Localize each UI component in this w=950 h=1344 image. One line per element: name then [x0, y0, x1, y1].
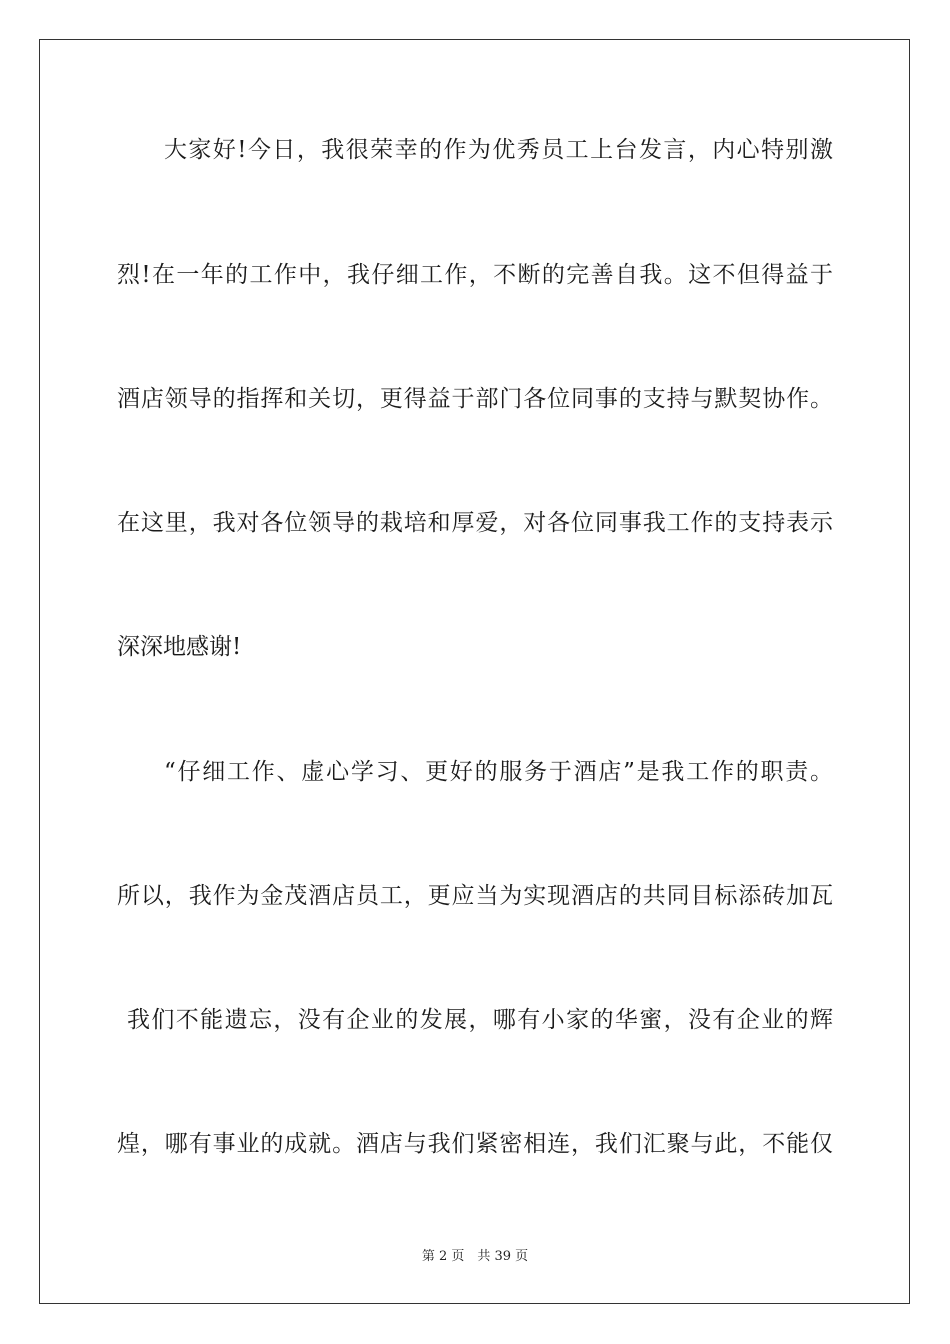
body-line-7: 所以，我作为金茂酒店员工，更应当为实现酒店的共同目标添砖加瓦 — [117, 883, 833, 909]
page-frame — [39, 39, 910, 1304]
page-number-footer: 第 2 页 共 39 页 — [421, 1249, 529, 1264]
body-line-6: “仔细工作、虚心学习、更好的服务于酒店”是我工作的职责。 — [164, 759, 833, 785]
body-line-1: 大家好!今日，我很荣幸的作为优秀员工上台发言，内心特别激 — [164, 137, 833, 163]
body-line-2: 烈!在一年的工作中，我仔细工作，不断的完善自我。这不但得益于 — [117, 262, 833, 288]
body-line-5: 深深地感谢! — [117, 634, 242, 660]
body-line-9: 煌，哪有事业的成就。酒店与我们紧密相连，我们汇聚与此，不能仅 — [117, 1131, 833, 1157]
body-line-3: 酒店领导的指挥和关切，更得益于部门各位同事的支持与默契协作。 — [117, 386, 833, 412]
body-line-4: 在这里，我对各位领导的栽培和厚爱，对各位同事我工作的支持表示 — [117, 510, 833, 536]
body-line-8: 我们不能遗忘，没有企业的发展，哪有小家的华蜜，没有企业的辉 — [127, 1007, 833, 1033]
